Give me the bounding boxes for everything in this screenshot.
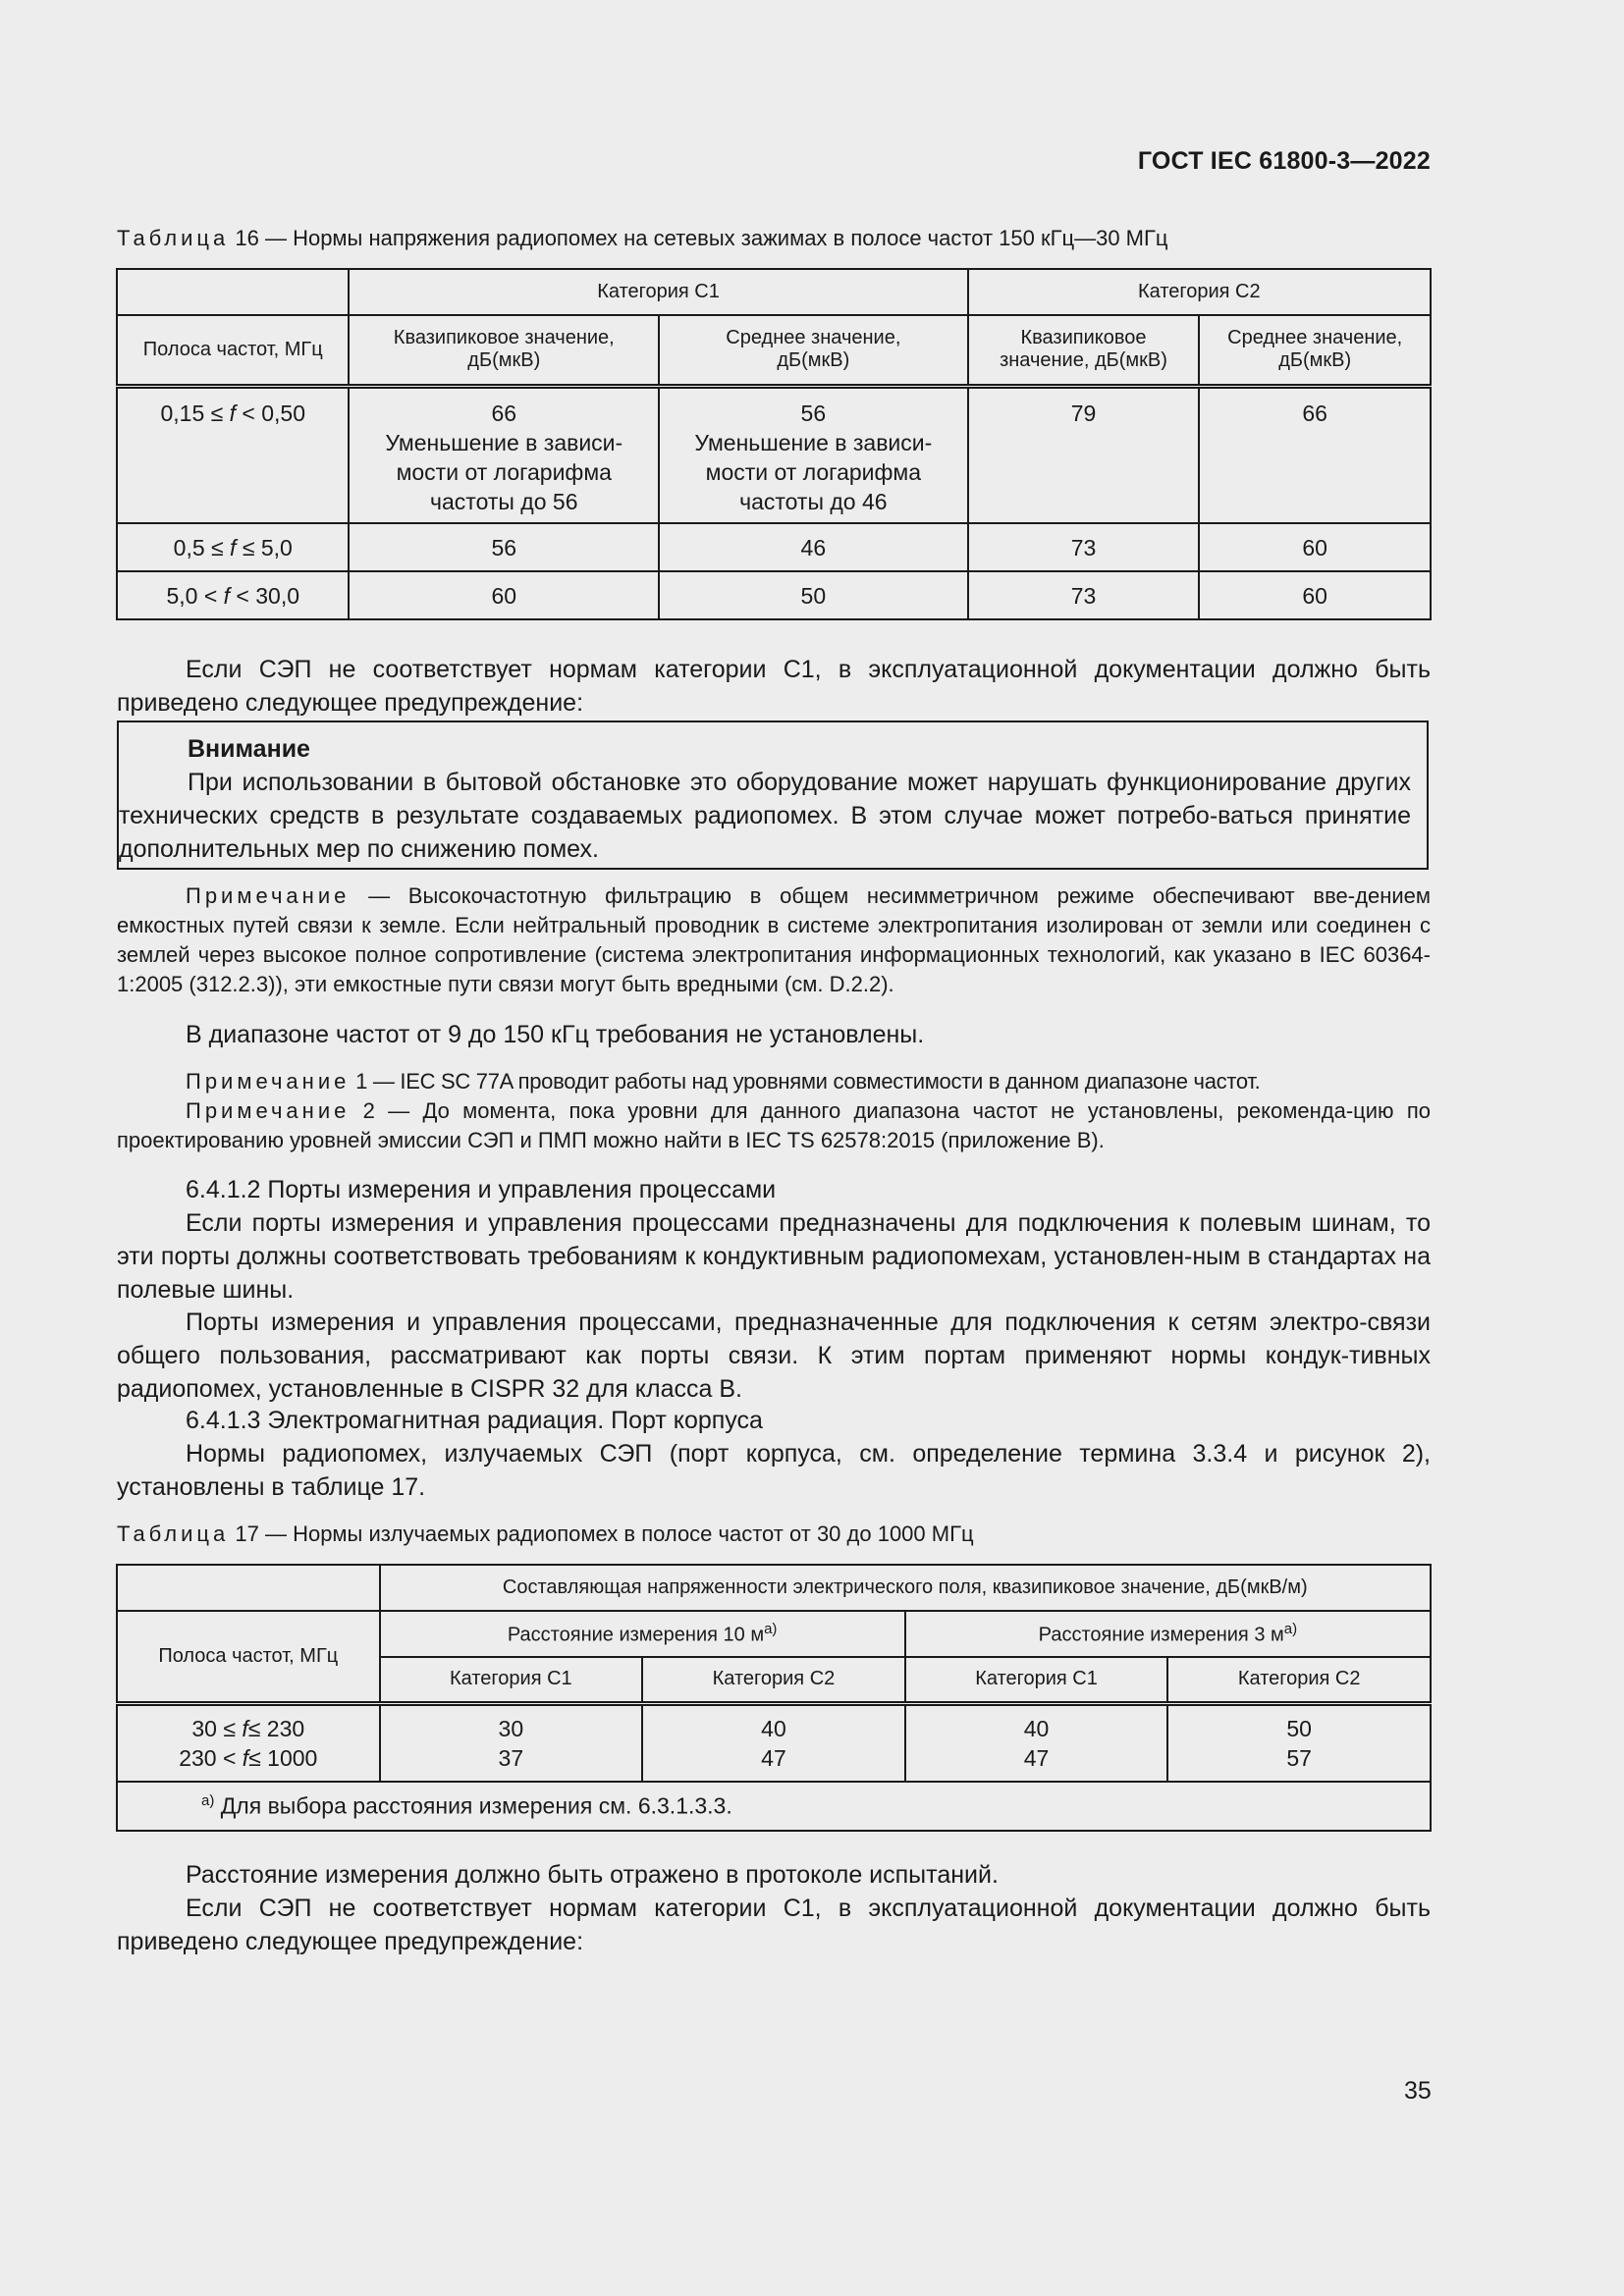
table17-band-header: Полоса частот, МГц [117, 1611, 380, 1703]
table16-caption-text: 16 — Нормы напряжения радиопомех на сетевых зажимах в полосе частот 150 кГц—30 МГц [229, 226, 1168, 250]
table16-caption [117, 226, 1168, 251]
table17-c2-header: Категория С2 [1167, 1657, 1431, 1703]
paragraph-distance-report: Расстояние измерения должно быть отражено в протоколе испытаний. [186, 1861, 999, 1889]
table17-c2-header: Категория С2 [642, 1657, 905, 1703]
table-row [117, 1703, 1431, 1782]
section-6-4-1-2-heading: 6.4.1.2 Порты измерения и управления процессами [186, 1176, 777, 1203]
table17-c1-header: Категория С1 [905, 1657, 1168, 1703]
table16-avg1-cell: 50 [659, 571, 968, 619]
table-row [117, 386, 1431, 523]
table16-qp1-cell: 60 [349, 571, 659, 619]
table16-avg2-header: Среднее значение, дБ(мкВ) [1199, 315, 1431, 386]
table16-qp2-cell: 79 [968, 386, 1200, 523]
paragraph-warning-intro: Если СЭП не соответствует нормам категории С1, в эксплуатационной документации должно быть приведено следующее предупреждение: [117, 656, 1431, 717]
table17-3m-c1-cell: 40 47 [905, 1703, 1168, 1782]
table16-cat1-header: Категория С1 [349, 269, 967, 315]
paragraph-warning-intro-2: Если СЭП не соответствует нормам категории С1, в эксплуатационной документации должно быть приведено следующее предупреждение: [117, 1895, 1431, 1955]
table16-qp2-cell: 73 [968, 523, 1200, 571]
section-6-4-1-3-heading: 6.4.1.3 Электромагнитная радиация. Порт корпуса [186, 1407, 763, 1434]
table17-footnote: $^{а)}$ Для выбора расстояния измерения см. 6.3.1.3.3. [117, 1782, 1431, 1831]
document-header: ГОСТ IEC 61800-3—2022 [1137, 147, 1431, 175]
table-row [117, 523, 1431, 571]
table16-qp1-header: Квазипиковое значение, дБ(мкВ) [349, 315, 659, 386]
table16-blank-corner [117, 269, 349, 315]
table16-band-header: Полоса частот, МГц [117, 315, 349, 386]
table16-qp2-header: Квазипиковое значение, дБ(мкВ) [968, 315, 1200, 386]
table16-qp1-cell: 56 [349, 523, 659, 571]
paragraph-9-150khz: В диапазоне частот от 9 до 150 кГц требования не установлены. [186, 1021, 925, 1048]
table16-avg1-header: Среднее значение, дБ(мкВ) [659, 315, 968, 386]
table17-3m-c2-cell: 50 57 [1167, 1703, 1431, 1782]
table17-field-header: Составляющая напряженности электрического поля, квазипиковое значение, дБ(мкВ/м) [380, 1565, 1431, 1611]
table17 [116, 1564, 1432, 1832]
note-hf-filtering: Примечание — Высокочастотную фильтрацию в общем несимметричном режиме обеспечивают вве-дением емкостных путей связи к земле. Если нейтральный проводник в системе электропитания изолирован от земли или соединен с землей через высокое полное сопротивление (система электропитания информационных технологий, как указано в IEC 60364-1:2005 (312.2.3)), эти емкостные пути связи могут быть вредными (см. D.2.2). [117, 883, 1431, 996]
paragraph-enclosure-limits: Нормы радиопомех, излучаемых СЭП (порт корпуса, см. определение термина 3.3.4 и рисунок 2), установлены в таблице 17. [117, 1440, 1431, 1501]
table16-avg2-cell: 60 [1199, 523, 1431, 571]
note-1: Примечание 1 — IEC SC 77A проводит работы над уровнями совместимости в данном диапазоне частот. [186, 1069, 1261, 1094]
table17-band-cell: 30 ≤ f≤ 230 230 < f≤ 1000 [117, 1703, 380, 1782]
table17-c1-header: Категория С1 [380, 1657, 643, 1703]
table16-cat2-header: Категория С2 [968, 269, 1431, 315]
table16-caption-word: Таблица [117, 226, 230, 250]
warning-text: При использовании в бытовой обстановке это оборудование может нарушать функционирование других технических средств в результате создаваемых радиопомех. В этом случае может потребо-ваться принятие дополнительных мер по снижению помех. [119, 769, 1411, 863]
paragraph-telecom-ports: Порты измерения и управления процессами, предназначенные для подключения к сетям электро-связи общего пользования, рассматривают как порты связи. К этим портам применяют нормы кондук-тивных радиопомех, установленные в CISPR 32 для класса B. [117, 1308, 1431, 1403]
table-row [117, 571, 1431, 619]
paragraph-fieldbus: Если порты измерения и управления процессами предназначены для подключения к полевым шинам, то эти порты должны соответствовать требованиям к кондуктивным радиопомехам, установлен-ным в стандартах на полевые шины. [117, 1209, 1431, 1304]
table16-qp2-cell: 73 [968, 571, 1200, 619]
table17-10m-c2-cell: 40 47 [642, 1703, 905, 1782]
table16 [116, 268, 1432, 620]
table16-avg1-cell: 56 Уменьшение в зависи-мости от логарифма частоты до 46 [659, 386, 968, 523]
table17-10m-c1-cell: 30 37 [380, 1703, 643, 1782]
table16-band-cell: 0,15 ≤ f < 0,50 [117, 386, 349, 523]
table16-band-cell: 0,5 ≤ f ≤ 5,0 [117, 523, 349, 571]
page-number: 35 [1404, 2077, 1432, 2105]
note-2: Примечание 2 — До момента, пока уровни для данного диапазона частот не установлены, рекоменда-цию по проектированию уровней эмиссии СЭП и ПМП можно найти в IEC TS 62578:2015 (приложение B). [117, 1098, 1431, 1152]
table17-blank-corner [117, 1565, 380, 1611]
warning-title: Внимание [188, 735, 310, 763]
table17-distance10-header: Расстояние измерения 10 $м^{а)}$ [380, 1611, 905, 1657]
warning-box [117, 721, 1429, 870]
table16-band-cell: 5,0 < f < 30,0 [117, 571, 349, 619]
table17-caption: Таблица 17 — Нормы излучаемых радиопомех в полосе частот от 30 до 1000 МГц [117, 1522, 974, 1546]
table17-distance3-header: Расстояние измерения 3 $м^{а)}$ [905, 1611, 1431, 1657]
table16-qp1-cell: 66 Уменьшение в зависи-мости от логарифма частоты до 56 [349, 386, 659, 523]
table16-avg2-cell: 60 [1199, 571, 1431, 619]
table16-avg2-cell: 66 [1199, 386, 1431, 523]
table16-avg1-cell: 46 [659, 523, 968, 571]
